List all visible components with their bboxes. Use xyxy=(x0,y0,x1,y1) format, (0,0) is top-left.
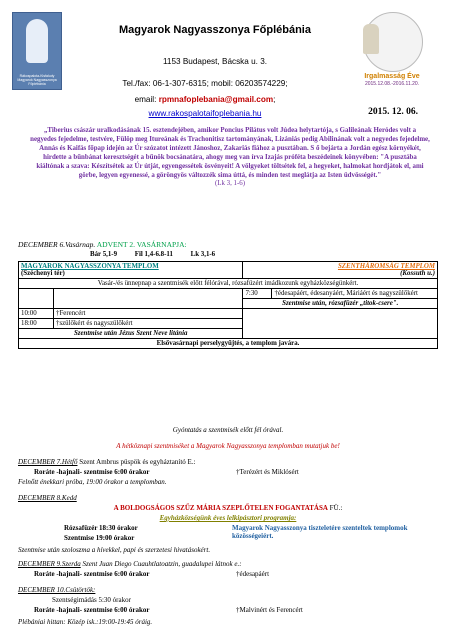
dec8-feast-line xyxy=(18,504,438,512)
sunday-heading xyxy=(18,240,187,249)
dec10-mass: Roráte -hajnali- szentmise 6:00 órakor xyxy=(34,606,150,614)
parish-phone: Tel./fax: 06-1-307-6315; mobil: 06203574229; xyxy=(122,79,288,88)
parish-address: 1153 Budapest, Bácska u. 3. xyxy=(162,57,268,66)
after-mass-1800: Szentmise után Jézus Szent Neve litánia xyxy=(19,329,243,339)
dec10-intent: †Malvinért és Ferencért xyxy=(236,606,303,614)
parish-email[interactable]: rpmnafoplebania@gmail.com xyxy=(158,95,274,104)
bulletin-date: 2015. 12. 06. xyxy=(368,107,418,117)
dec9-heading xyxy=(18,560,242,568)
email-prefix: email: xyxy=(134,95,159,104)
sunday-day: Vasárnap. xyxy=(65,240,96,249)
table-row xyxy=(19,309,438,319)
dec10-extra: Plébániai hittan: Közép isk.:19:00-19:45 óráig. xyxy=(18,618,153,626)
dec7-saint: Szent Ambrus püspök és egyháztanító E.: xyxy=(77,458,196,466)
dec8-feast-suffix: FÜ.: xyxy=(327,504,343,512)
dec8-program: Egyházközségünk éves lelkipásztori programja: xyxy=(159,514,297,522)
table-row xyxy=(19,339,438,349)
parish-name: Magyarok Nagyasszonya Főplébánia xyxy=(119,24,311,36)
dec9-mass: Roráte -hajnali- szentmise 6:00 órakor xyxy=(34,570,150,578)
dec8-program-line xyxy=(18,514,438,522)
logo-caption: Rákospalota-Kisfaludy Magyarok Nagyasszonya Főplébánia xyxy=(17,74,57,86)
dec7-intent: †Terézért és Miklósért xyxy=(236,468,299,476)
reading-1: Bár 5,1-9 xyxy=(90,251,118,258)
weekday-note: A hétköznapi szentmiséket a Magyarok Nagyasszonya templomban mutatjuk be! xyxy=(116,442,340,450)
dec10-heading xyxy=(18,586,95,594)
parish-website-link[interactable]: www.rakospalotaifoplebania.hu xyxy=(148,109,262,118)
parish-email-line xyxy=(75,95,335,104)
dec8-mass: Szentmise 19:00 órakor xyxy=(64,534,135,542)
mass-intent-730: †édesapáért, édesanyáért, Máriáért és nagyszülőkért xyxy=(272,289,438,299)
church2-cell xyxy=(243,262,438,279)
gospel-text: „Tiberius császár uralkodásának 15. esztendejében, amikor Poncius Pilátus volt Júdea helytartója, s Galileának Heródes volt a negyedes fejedelme, testvére, Fülöp meg Itureának és Trachonitisz tartományának, Lizániás pedig Abilinának volt a negyedes fejedelme, Annás és Kaifás főpap idején az Úr szózatot intézett Jánoshoz, Zakariás fiához a pusztában. S ő bejárta a Jordán egész környékét, hirdette a bűnbánat keresztségét a bűnök bocsánatára, ahogy meg van írva Izajás próféta beszédeinek könyvében: "A pusztába kiáltónak a szava: Készítsétek az Úr útját, egyengessétek ösvényeit! A völgyeket töltsétek fel, a hegyeket, halmokat hordjátok el, ami görbe, legyen egyenessé, a göröngyös változzék sima úttá, és minden test meglátja az Isten üdvösségét." xyxy=(30,127,430,179)
church1-location: (Széchenyi tér) xyxy=(21,270,65,277)
mass-intent-1800: †szülőkért és nagyszülőkért xyxy=(54,319,243,329)
sunday-readings xyxy=(90,251,231,258)
email-suffix: ; xyxy=(273,95,276,104)
sunday-schedule-table xyxy=(18,261,438,349)
table-row xyxy=(19,262,438,279)
dec8-head: DECEMBER 8.Kedd xyxy=(18,494,77,502)
dec9-intent: †édesapáért xyxy=(236,570,270,578)
dec7-head: DECEMBER 7.Hétfő xyxy=(18,458,78,466)
gospel-reference: (Lk 3, 1-6) xyxy=(214,180,246,188)
parish-website-line xyxy=(75,109,335,118)
gospel-quote xyxy=(30,127,430,189)
pope-figure-icon xyxy=(363,24,379,54)
mercy-year-title: Irgalmasság Éve xyxy=(364,73,420,80)
reading-2: Fil 1,4-6.8-11 xyxy=(134,251,173,258)
mass-intent-1000: †Ferencért xyxy=(54,309,243,319)
church1-cell xyxy=(19,262,243,279)
dec7-heading xyxy=(18,458,196,466)
dec10-adoration: Szentségimádás 5:30 órakor xyxy=(52,596,131,604)
sunday-feast: ADVENT 2. VASÁRNAPJA: xyxy=(96,240,187,249)
dec8-feast: A BOLDOGSÁGOS SZŰZ MÁRIA SZEPLŐTELEN FOGANTATÁSA xyxy=(113,504,328,512)
mass-time-1800: 18:00 xyxy=(19,319,54,329)
confession-note: Gyóntatás a szentmisék előtt fél órával. xyxy=(172,426,284,434)
parish-logo xyxy=(12,12,62,90)
dec8-extra: Szentmise után szoloszma a hívekkel, papi és szerzetesi hivatásokért. xyxy=(18,546,211,554)
dec9-head: DECEMBER 9.Szerda xyxy=(18,560,81,568)
rosary-note: Vasár-/és ünnepnap a szentmisék előtt félórával, rózsafüzért imádkozunk egyházközségünkért. xyxy=(19,279,438,289)
mass-time-730: 7:30 xyxy=(243,289,272,299)
mass-time-1000: 10:00 xyxy=(19,309,54,319)
table-row xyxy=(19,279,438,289)
after-mass-730: Szentmise után, rózsafüzér „titok-csere". xyxy=(243,299,438,309)
church1-name: MAGYAROK NAGYASSZONYA TEMPLOM xyxy=(21,263,159,270)
mercy-year-logo xyxy=(342,12,442,87)
dec9-saint: Szent Juan Diego Cuauhtlatoatzin, guadalupei látnok e.: xyxy=(80,560,242,568)
table-row xyxy=(19,289,438,299)
sunday-date: DECEMBER 6. xyxy=(18,240,66,249)
mercy-year-dates: 2015.12.08.-2016.11.20. xyxy=(364,81,420,87)
madonna-icon xyxy=(26,19,48,63)
dec7-mass: Roráte -hajnali- szentmise 6:00 órakor xyxy=(34,468,150,476)
dec8-rosary: Rózsafüzér 18:30 órakor xyxy=(64,524,138,532)
reading-3: Lk 3,1-6 xyxy=(190,251,216,258)
dec8-heading xyxy=(18,494,77,502)
table-row xyxy=(19,299,438,309)
collection-note: Elsővasárnapi perselygyűjtés, a templom javára. xyxy=(19,339,438,349)
dec8-intent: Magyarok Nagyasszonya tiszteletére szenteltek templomok közösségeiért. xyxy=(232,524,408,540)
church2-name: SZENTHÁROMSÁG TEMPLOM xyxy=(337,263,435,270)
dec10-head: DECEMBER 10.Csütörtök: xyxy=(18,586,96,594)
dec7-extra: Felnőtt énekkari próba, 19:00 órakor a templomban. xyxy=(18,478,167,486)
church2-location: (Kossuth u.) xyxy=(400,270,435,277)
